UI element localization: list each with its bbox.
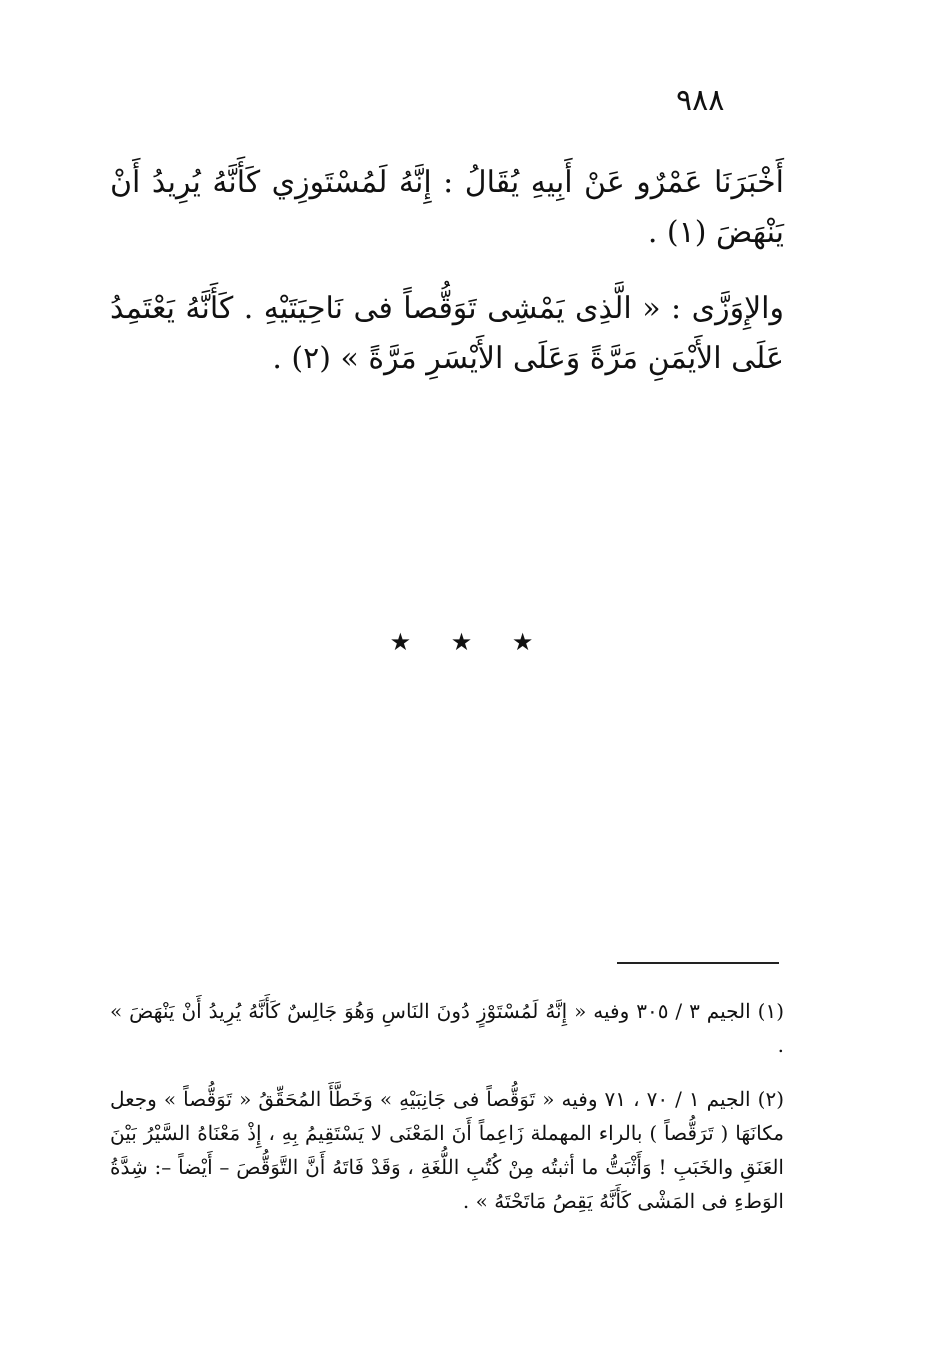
page-number: ٩٨٨ [676, 83, 725, 118]
footnote-1: (١) الجيم ٣ / ٣٠٥ وفيه « إِنَّهُ لَمُسْتَوْزٍ دُونَ النَاسِ وَهُوَ جَالِسٌ كَأَنَّهُ يُرِيدُ أَنْ يَنْهَضَ » . [110, 999, 784, 1057]
section-separator: ★ ★ ★ [389, 628, 550, 656]
footnote-divider [617, 962, 779, 964]
paragraph-2: والإِوَزَّى : « الَّذِى يَمْشِى تَوَقُّصاً فى نَاحِيَتَيْهِ . كَأَنَّهُ يَعْتَمِدُ عَلَى الأَيْمَنِ مَرَّةً وَعَلَى الأَيْسَرِ مَرَّةً » (٢) . [110, 291, 784, 376]
footnote-2: (٢) الجيم ١ / ٧٠ ، ٧١ وفيه « تَوَقُّصاً فى جَانِبَيْهِ » وَخَطَّأَ المُحَقِّقُ « تَوَقُّصاً » وجعل مكانَهَا ( تَرَقُّصاً ) بالراء المهملة زَاعِماً أَنَ المَعْنَى لا يَسْتَقِيمُ بِهِ ، إِذْ مَعْنَاهُ السَّيْرُ بَيْنَ العَنَقِ والخَبَبِ ! وَأَثْبَتُّ ما أثبتُه مِنْ كُتُبِ اللُّغَةِ ، وَقَدْ فَاتَهُ أَنَّ التَّوَقُّصَ – أَيْضاً –: شِدَّةُ الوَطءِ فى المَشْى كَأَنَّهُ يَقِصُ مَاتَحْتَهُ » . [110, 1087, 784, 1213]
paragraph-1: أَخْبَرَنَا عَمْرٌو عَنْ أَبِيهِ يُقَالُ : إِنَّهُ لَمُسْتَوزِي كَأَنَّهُ يُرِيدُ أَنْ يَنْهَضَ (١) . [110, 165, 784, 250]
